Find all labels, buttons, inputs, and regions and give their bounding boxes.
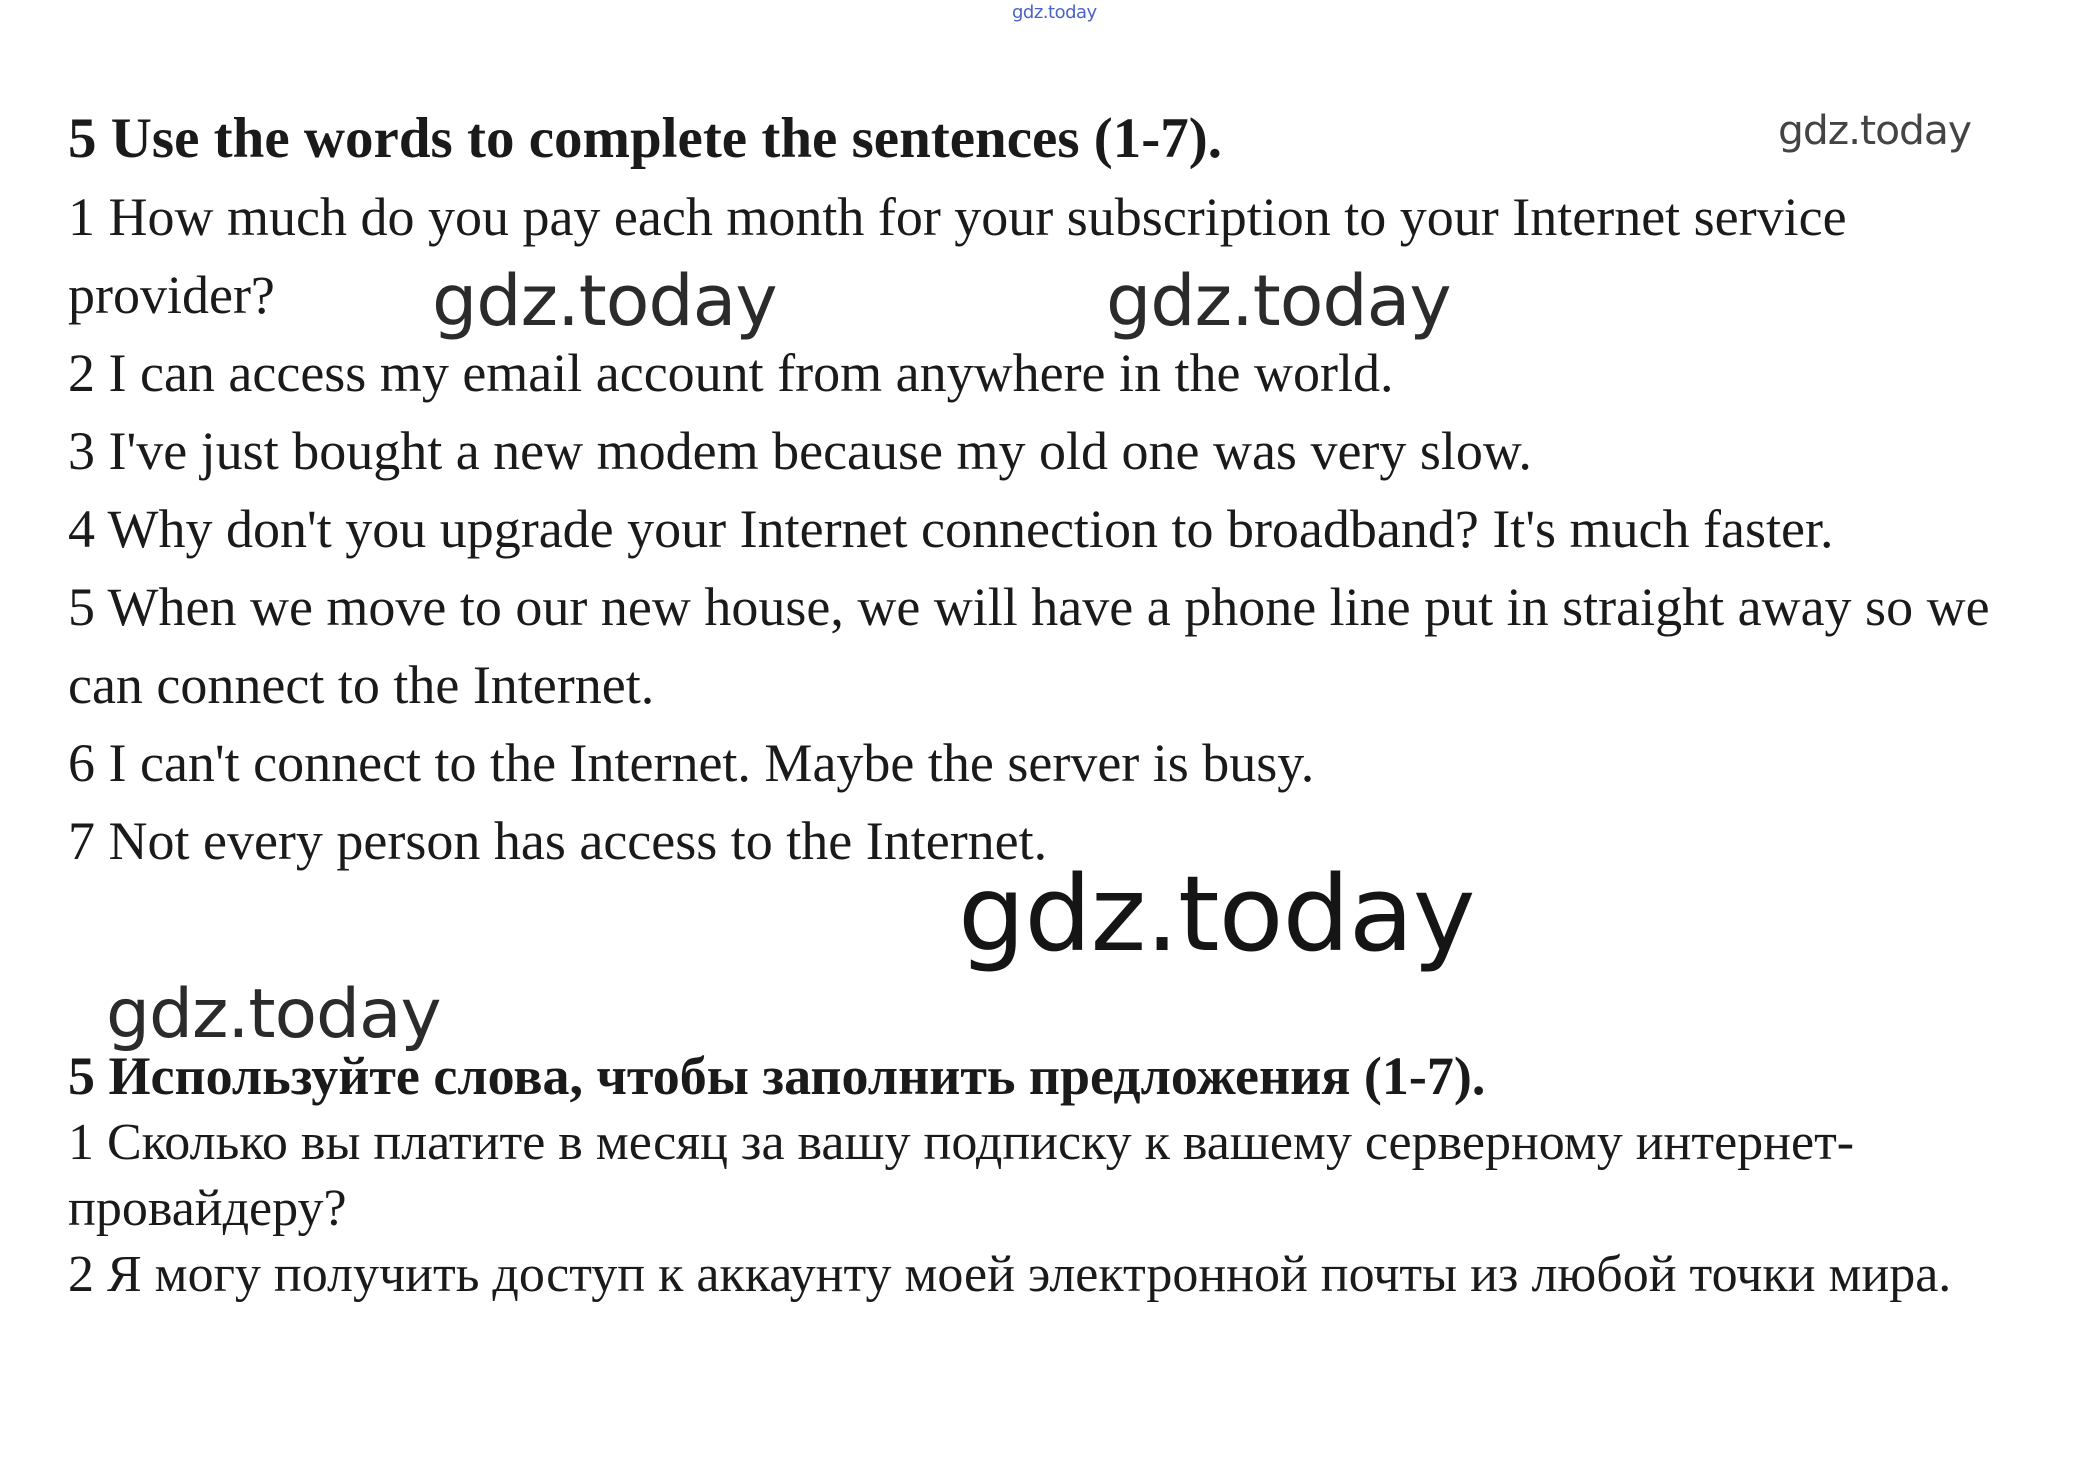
english-sentence-5: 5 When we move to our new house, we will have a phone line put in straight away so we can connect to the Internet. [68,577,1990,715]
english-section [68,100,2028,880]
russian-heading: 5 Используйте слова, чтобы заполнить предложения (1-7). [68,1046,1486,1106]
russian-sentence-2: 2 Я могу получить доступ к аккаунту моей электронной почты из любой точки мира. [68,1246,1952,1303]
english-sentence-6: 6 I can't connect to the Internet. Maybe the server is busy. [68,733,1315,793]
english-sentence-4: 4 Why don't you upgrade your Internet connection to broadband? It's much faster. [68,499,1834,559]
watermark: gdz.today [432,260,777,342]
english-sentence-1: 1 How much do you pay each month for your subscription to your Internet service provider? [68,187,1847,325]
russian-sentence-1: 1 Сколько вы платите в месяц за вашу подписку к вашему серверному интернет-провайдеру? [68,1114,1855,1237]
watermark: gdz.today [958,853,1475,975]
russian-section [68,1042,2028,1308]
watermark: gdz.today [1106,260,1451,342]
watermark: gdz.today [106,975,441,1054]
english-heading: 5 Use the words to complete the sentences (1-7). [68,107,1222,170]
watermark: gdz.today [1778,108,1972,154]
english-sentence-2: 2 I can access my email account from anywhere in the world. [68,343,1394,403]
english-sentence-7: 7 Not every person has access to the Internet. [68,811,1048,871]
top-watermark: gdz.today [1012,2,1097,23]
english-sentence-3: 3 I've just bought a new modem because my old one was very slow. [68,421,1532,481]
